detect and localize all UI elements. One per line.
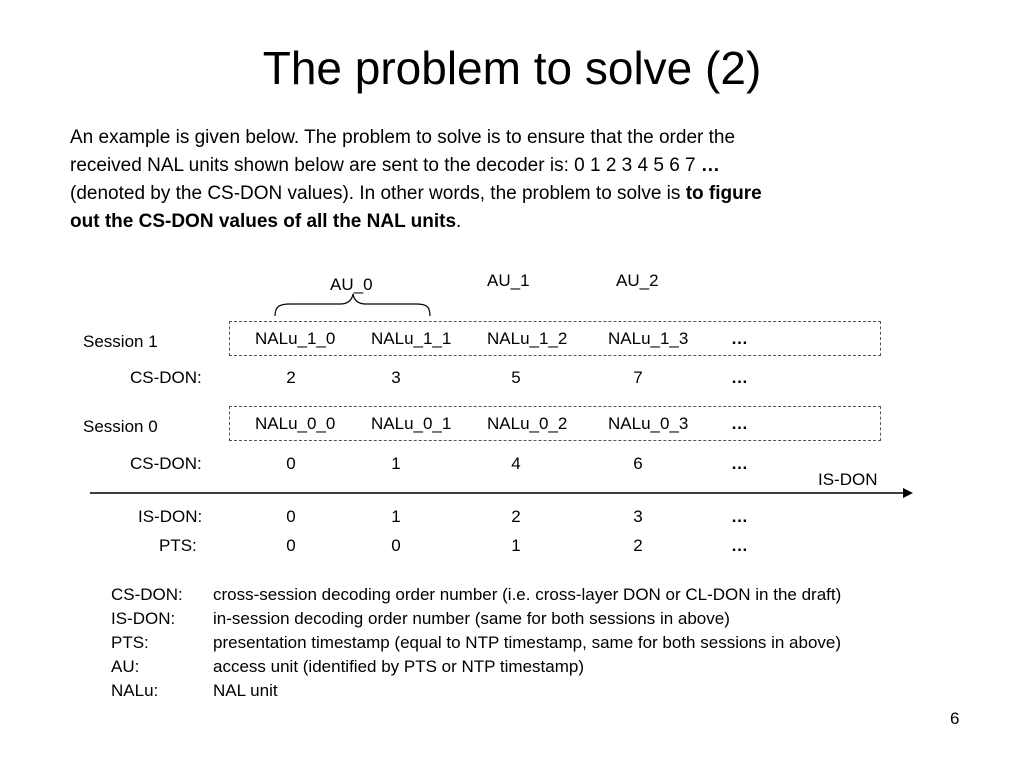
is-don-axis-arrowhead	[903, 488, 913, 498]
session-1-cs-don-ellipsis: …	[731, 368, 748, 387]
session-1-cs-don-value: 2	[286, 368, 296, 387]
legend-definition: cross-session decoding order number (i.e. cross-layer DON or CL-DON in the draft)	[213, 585, 842, 604]
is-don-axis-label: IS-DON	[818, 470, 878, 489]
session-1-cs-don-value: 7	[633, 368, 643, 387]
session-1-ellipsis: …	[731, 329, 748, 348]
intro-line-4-text: .	[456, 211, 462, 232]
au-label-2: AU_2	[616, 271, 659, 290]
nal-unit-1-1: NALu_1_1	[371, 329, 452, 348]
au0-brace	[275, 294, 430, 316]
session-1-cs-don-label: CS-DON:	[130, 368, 202, 387]
pts-value: 2	[633, 536, 643, 555]
nal-unit-0-0: NALu_0_0	[255, 414, 336, 433]
session-0-cs-don-value: 1	[391, 454, 401, 473]
session-0-cs-don-value: 0	[286, 454, 296, 473]
nal-unit-1-0: NALu_1_0	[255, 329, 336, 348]
session-1-cs-don-value: 5	[511, 368, 521, 387]
nal-unit-0-2: NALu_0_2	[487, 414, 568, 433]
legend-term: AU:	[111, 657, 140, 676]
session-0-cs-don-label: CS-DON:	[130, 454, 202, 473]
intro-line-1: An example is given below. The problem to solve is to ensure that the order the	[70, 127, 736, 148]
intro-line-3-text: (denoted by the CS-DON values). In other words, the problem to solve is	[70, 183, 686, 204]
is-don-value: 0	[286, 507, 296, 526]
is-don-label: IS-DON:	[138, 507, 203, 526]
legend-definition: NAL unit	[213, 681, 278, 700]
is-don-value: 1	[391, 507, 401, 526]
legend-definition: in-session decoding order number (same for both sessions in above)	[213, 609, 730, 628]
legend-definition: presentation timestamp (equal to NTP timestamp, same for both sessions in above)	[213, 633, 842, 652]
au-label-0: AU_0	[330, 275, 373, 294]
nal-unit-1-2: NALu_1_2	[487, 329, 568, 348]
nal-unit-0-3: NALu_0_3	[608, 414, 689, 433]
session-0-cs-don-value: 6	[633, 454, 643, 473]
session-0-cs-don-ellipsis: …	[731, 454, 748, 473]
is-don-ellipsis: …	[731, 507, 748, 526]
pts-value: 1	[511, 536, 521, 555]
nal-unit-1-3: NALu_1_3	[608, 329, 689, 348]
intro-line-4-bold: out the CS-DON values of all the NAL units	[70, 211, 457, 232]
intro-line-2-text: received NAL units shown below are sent to the decoder is: 0 1 2 3 4 5 6 7	[70, 155, 701, 176]
pts-ellipsis: …	[731, 536, 748, 555]
nal-unit-0-1: NALu_0_1	[371, 414, 452, 433]
intro-line-2-ellipsis: …	[700, 155, 720, 176]
session-0-label: Session 0	[83, 417, 158, 436]
slide-title: The problem to solve (2)	[262, 42, 762, 94]
session-1-cs-don-value: 3	[391, 368, 401, 387]
session-0-ellipsis: …	[731, 414, 748, 433]
pts-label: PTS:	[159, 536, 197, 555]
legend-term: IS-DON:	[111, 609, 176, 628]
au-label-1: AU_1	[487, 271, 530, 290]
legend-term: NALu:	[111, 681, 159, 700]
session-0-cs-don-value: 4	[511, 454, 521, 473]
pts-value: 0	[391, 536, 401, 555]
legend-definition: access unit (identified by PTS or NTP timestamp)	[213, 657, 584, 676]
is-don-value: 2	[511, 507, 521, 526]
intro-line-3-bold: to figure	[685, 183, 762, 204]
pts-value: 0	[286, 536, 296, 555]
page-number: 6	[950, 709, 960, 728]
legend-term: CS-DON:	[111, 585, 183, 604]
is-don-value: 3	[633, 507, 643, 526]
legend-term: PTS:	[111, 633, 149, 652]
session-1-label: Session 1	[83, 332, 158, 351]
